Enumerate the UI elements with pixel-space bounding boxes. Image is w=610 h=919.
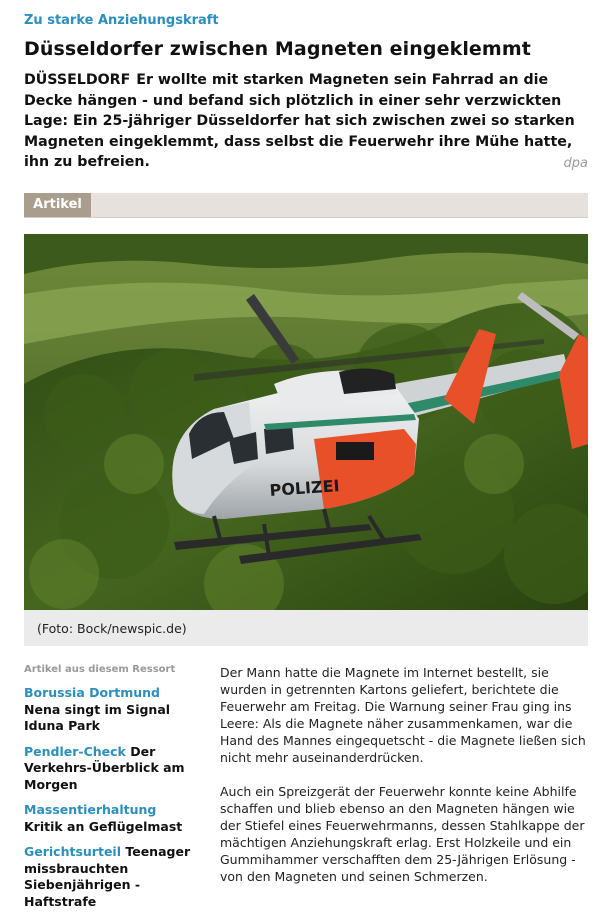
related-article-category[interactable]: Massentierhaltung — [24, 802, 157, 817]
lead-text: Er wollte mit starken Magneten sein Fahrrad an die Decke hängen - und befand sich plötzlich in einer sehr verzwickten Lage: Ein 25-jähriger Düsseldorfer hat sich zwischen zwei so starken Magneten eingeklemmt, dass selbst die Feuerwehr ihre Mühe hatte, ihn zu befreien. — [24, 72, 575, 170]
article-photo — [24, 234, 588, 610]
helicopter-lettering: POLIZEI — [268, 476, 341, 500]
related-articles-sidebar — [24, 664, 196, 919]
article-tab-bar — [24, 193, 588, 218]
dateline: DÜSSELDORF — [24, 72, 131, 88]
article-lead — [24, 70, 586, 173]
related-article-title[interactable]: Der Verkehrs-Überblick am Morgen — [24, 743, 185, 792]
related-article-category[interactable]: Pendler-Check — [24, 743, 126, 759]
related-article-title[interactable]: Nena singt im Signal Iduna Park — [24, 701, 171, 733]
body-paragraph: Der Mann hatte die Magnete im Internet bestellt, sie wurden in getrennten Kartons geliefert, berichtete die Feuerwehr am Freitag. Die Warnung seiner Frau ging ins Leere: Als die Magnete näher zusammenkamen, war die Hand des Mannes eingequetscht - die Magnete ließen sich nicht mehr auseinanderdrücken. — [220, 665, 586, 765]
related-article-title[interactable]: Kritik an Geflügelmast — [24, 818, 183, 834]
article-body — [220, 664, 592, 902]
article-headline: Düsseldorfer zwischen Magneten eingeklemmt — [24, 38, 531, 60]
photo-caption-text: (Foto: Bock/newspic.de) — [37, 621, 187, 636]
related-article-category[interactable]: Borussia Dortmund — [24, 685, 161, 700]
related-article-link[interactable] — [24, 802, 196, 835]
related-article-link[interactable] — [24, 844, 196, 910]
photo-caption — [24, 610, 588, 646]
related-articles-heading: Artikel aus diesem Ressort — [24, 664, 176, 675]
body-paragraph: Auch ein Spreizgerät der Feuerwehr konnte keine Abhilfe schaffen und blieb ebenso an den Magneten hängen wie der Stiefel eines Feuerwehrmanns, dessen Stahlkappe der mächtigen Anziehungskraft erlag. Erst Holzkeile und ein Gummihammer verschafften dem 25-Jährigen Erlösung - von den Magneten und seinen Schmerzen. — [220, 784, 585, 884]
article-kicker: Zu starke Anziehungskraft — [24, 13, 219, 28]
related-article-link[interactable] — [24, 744, 196, 794]
agency-credit: dpa — [563, 156, 588, 171]
tab-artikel[interactable]: Artikel — [24, 193, 91, 217]
related-article-category[interactable]: Gerichtsurteil — [24, 844, 121, 859]
related-article-link[interactable] — [24, 685, 196, 735]
related-article-title[interactable]: Teenager missbrauchten Siebenjährigen - Haftstrafe — [24, 844, 191, 909]
